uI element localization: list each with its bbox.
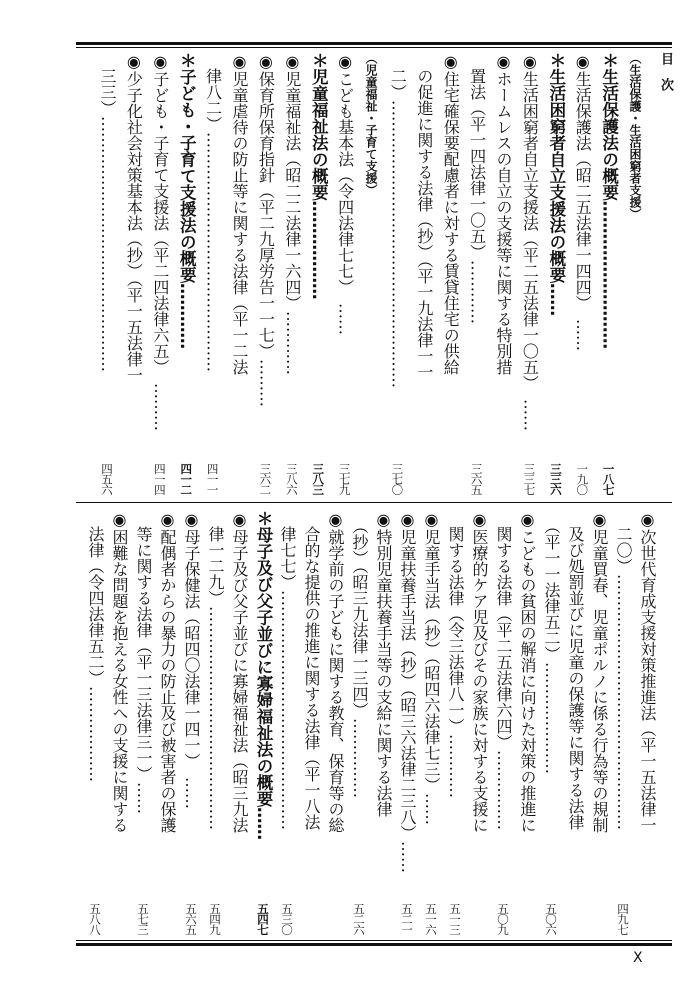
toc-entry — [372, 510, 394, 936]
toc-entry-text: ◉児童虐待の防止等に関する法律（平一二法 — [230, 52, 249, 375]
toc-entry — [276, 510, 298, 936]
toc-entry-text: 律一二九）…………………………………… — [206, 510, 225, 830]
toc-entry — [84, 510, 106, 936]
toc-page-number: 三三七 — [522, 462, 537, 494]
toc-page-number: 五〇九 — [496, 902, 510, 934]
toc-entry-text: ◉生活困窮者自立支援法（平二五法律一〇五） …… — [520, 52, 540, 431]
toc-entry — [413, 52, 435, 496]
toc-entry — [228, 510, 250, 936]
toc-page-number: 五二六 — [352, 902, 366, 934]
toc-entry-text: 関する法律（令三法律八一）………… — [446, 510, 465, 798]
bottom-rule-thin — [76, 940, 672, 941]
panel-divider — [76, 502, 672, 503]
toc-page-number: 四一一 — [205, 462, 220, 494]
toc-entry-text: ＊母子及び父子並びに寡婦福祉法の概要…… — [254, 510, 273, 840]
toc-page-number: 四一四 — [152, 462, 167, 494]
toc-page-number: 五七三 — [136, 902, 150, 934]
toc-entry — [204, 510, 226, 936]
toc-entry-text: 関する法律（平二五法律六四）…………… — [494, 510, 513, 830]
toc-entry-text: （生活保護・生活困窮者支援） — [628, 52, 642, 220]
toc-entry-text: ◉児童扶養手当法（抄）（昭三六法律二三八）…… — [398, 510, 417, 873]
toc-entry — [149, 52, 171, 496]
toc-entry-text: ◉生活保護法（昭二五法律一四四） …… — [573, 52, 593, 351]
toc-section-label — [624, 52, 646, 496]
toc-heading — [252, 510, 274, 936]
toc-entry-text: ◉就学前の子どもに関する教育、保育等の総 — [326, 510, 345, 833]
toc-entry-text: 法律（令四法律五二）……………… — [86, 510, 105, 782]
toc-entry-text: 合的な提供の推進に関する法律（平一八法 — [302, 510, 321, 830]
toc-page-number: 五六五 — [184, 902, 198, 934]
toc-page-number: 五三〇 — [280, 902, 294, 934]
toc-entry-text: ◉配偶者からの暴力の防止及び被害者の保護 — [158, 510, 177, 833]
toc-entry-text: （児童福祉・子育て支援） — [364, 52, 378, 196]
toc-entry-text: ◉母子及び父子並びに寡婦福祉法（昭三九法 — [230, 510, 249, 833]
toc-entry-text: ◉児童買春、児童ポルノに係る行為等の規制 — [590, 510, 609, 833]
toc-heading — [307, 52, 329, 496]
toc-entry-text: ◉住宅確保要配慮者に対する賃貸住宅の供給 — [441, 52, 461, 375]
toc-entry — [202, 52, 224, 496]
toc-entry — [588, 510, 610, 936]
toc-entry-text: ◉次世代育成支援対策推進法（平一五法律一 — [638, 510, 657, 833]
toc-entry — [564, 510, 586, 936]
toc-entry — [108, 510, 130, 936]
toc-page-number: 三七〇 — [390, 462, 405, 494]
toc-entry-text: ◉児童福祉法（昭二二法律一六四）………… — [282, 52, 302, 375]
toc-page-number: 四五六 — [100, 462, 114, 494]
toc-entry — [334, 52, 356, 496]
toc-page-number: 三六二 — [258, 462, 273, 494]
toc-entry-text: の促進に関する法律（抄）（平一九法律一一 — [414, 52, 434, 380]
toc-page-number: 三三六 — [548, 462, 563, 494]
toc-entry — [254, 52, 276, 496]
toc-entry-text: ◉少子化社会対策基本法（抄）（平一五法律一 — [124, 52, 144, 383]
toc-entry — [96, 52, 118, 496]
toc-entry — [156, 510, 178, 936]
toc-heading — [598, 52, 620, 496]
toc-entry-text: 等に関する法律（平一三法律三一）…… — [134, 510, 153, 814]
toc-entry-text: 及び処罰並びに児童の保護等に関する法律 — [566, 510, 585, 830]
toc-page-number: 三八三 — [311, 462, 326, 494]
toc-entry — [571, 52, 593, 496]
top-rule-thick — [76, 42, 672, 45]
toc-entry — [612, 510, 634, 936]
toc-entry — [636, 510, 658, 936]
toc-entry — [132, 510, 154, 936]
toc-page-number: 四一二 — [179, 462, 194, 494]
toc-entry-text: ◉こどもの貧困の解消に向けた対策の推進に — [518, 510, 537, 833]
toc-entry-text: ◉困難な問題を抱える女性への支援に関する — [110, 510, 129, 833]
toc-entry-text: ◉ホームレスの自立の支援等に関する特別措 — [494, 52, 513, 375]
toc-entry — [492, 52, 514, 496]
toc-entry — [396, 510, 418, 936]
toc-heading — [175, 52, 197, 496]
toc-entry — [228, 52, 250, 496]
toc-page-number: 三六五 — [469, 462, 484, 494]
toc-bottom-panel — [76, 510, 672, 936]
toc-page-number: 一九〇 — [575, 462, 590, 494]
toc-page-number: 五〇六 — [544, 902, 558, 934]
toc-entry-text: （平一一法律五二）………………… — [542, 510, 561, 774]
toc-page-number: 三八六 — [284, 462, 299, 494]
toc-page-number: 五四七 — [256, 902, 270, 934]
page-folio: X — [633, 950, 643, 966]
toc-entry — [466, 52, 488, 496]
toc-entry — [518, 52, 540, 496]
toc-entry-text: ◉特別児童扶養手当等の支給に関する法律 — [374, 510, 393, 817]
toc-entry — [439, 52, 461, 496]
toc-entry-text: （抄）（昭三九法律一三四）…………… — [350, 510, 369, 798]
toc-entry — [348, 510, 370, 936]
toc-page-number: 一八七 — [601, 462, 616, 494]
toc-entry-text: ◉医療的ケア児及びその家族に対する支援に — [470, 510, 489, 833]
toc-entry — [444, 510, 466, 936]
toc-entry — [122, 52, 144, 496]
toc-entry — [386, 52, 408, 496]
toc-entry — [516, 510, 538, 936]
toc-title: 目 次 — [658, 52, 673, 91]
toc-entry-text: ＊生活保護法の概要……………………… — [599, 52, 619, 349]
toc-heading — [545, 52, 567, 496]
toc-entry — [281, 52, 303, 496]
toc-top-panel — [76, 52, 672, 496]
toc-page-number: 五四九 — [208, 902, 222, 934]
toc-page-number: 五二一 — [400, 902, 414, 934]
bottom-rule-thick — [76, 943, 672, 946]
toc-entry-text: ＊子ども・子育て支援法の概要………… — [177, 52, 197, 349]
toc-entry-text: 二）……………………………………………… — [388, 52, 408, 388]
toc-page-number: 三七九 — [337, 462, 352, 494]
toc-entry — [540, 510, 562, 936]
toc-entry-text: 二〇）………………………………………… — [614, 510, 633, 830]
toc-entry-text: 三三）………………………………………… — [98, 52, 117, 372]
toc-entry-text: ◉保育所保育指針（平二九厚労告一一七）……… — [256, 52, 276, 407]
toc-page-number: 五一三 — [448, 902, 462, 934]
toc-entry-text: 律七七）……………………………………… — [278, 510, 297, 830]
toc-entry-text: ◉母子保健法（昭四〇法律一四一） …… — [182, 510, 201, 809]
top-rule-thin — [76, 47, 672, 48]
toc-entry — [300, 510, 322, 936]
toc-entry-text: ＊児童福祉法の概要……………… — [309, 52, 329, 300]
toc-entry-text: ◉子ども・子育て支援法（平二四法律六五） ……… — [150, 52, 170, 431]
toc-entry — [180, 510, 202, 936]
toc-entry — [492, 510, 514, 936]
toc-section-label — [360, 52, 382, 496]
toc-entry-text: ＊生活困窮者自立支援法の概要…… — [546, 52, 566, 316]
toc-entry-text: 置法（平一四法律一〇五）………… — [467, 52, 487, 324]
toc-entry-text: ◉児童手当法（抄）（昭四六法律七三）…… — [422, 510, 441, 825]
toc-entry-text: 律八二）……………………………………… — [203, 52, 223, 372]
toc-page-number: 五一六 — [424, 902, 438, 934]
toc-entry-text: ◉こども基本法（令四法律七七） …… — [335, 52, 355, 335]
toc-entry — [420, 510, 442, 936]
toc-entry — [324, 510, 346, 936]
toc-entry — [468, 510, 490, 936]
toc-page-number: 五八八 — [88, 902, 102, 934]
toc-page-number: 四九七 — [616, 902, 630, 934]
